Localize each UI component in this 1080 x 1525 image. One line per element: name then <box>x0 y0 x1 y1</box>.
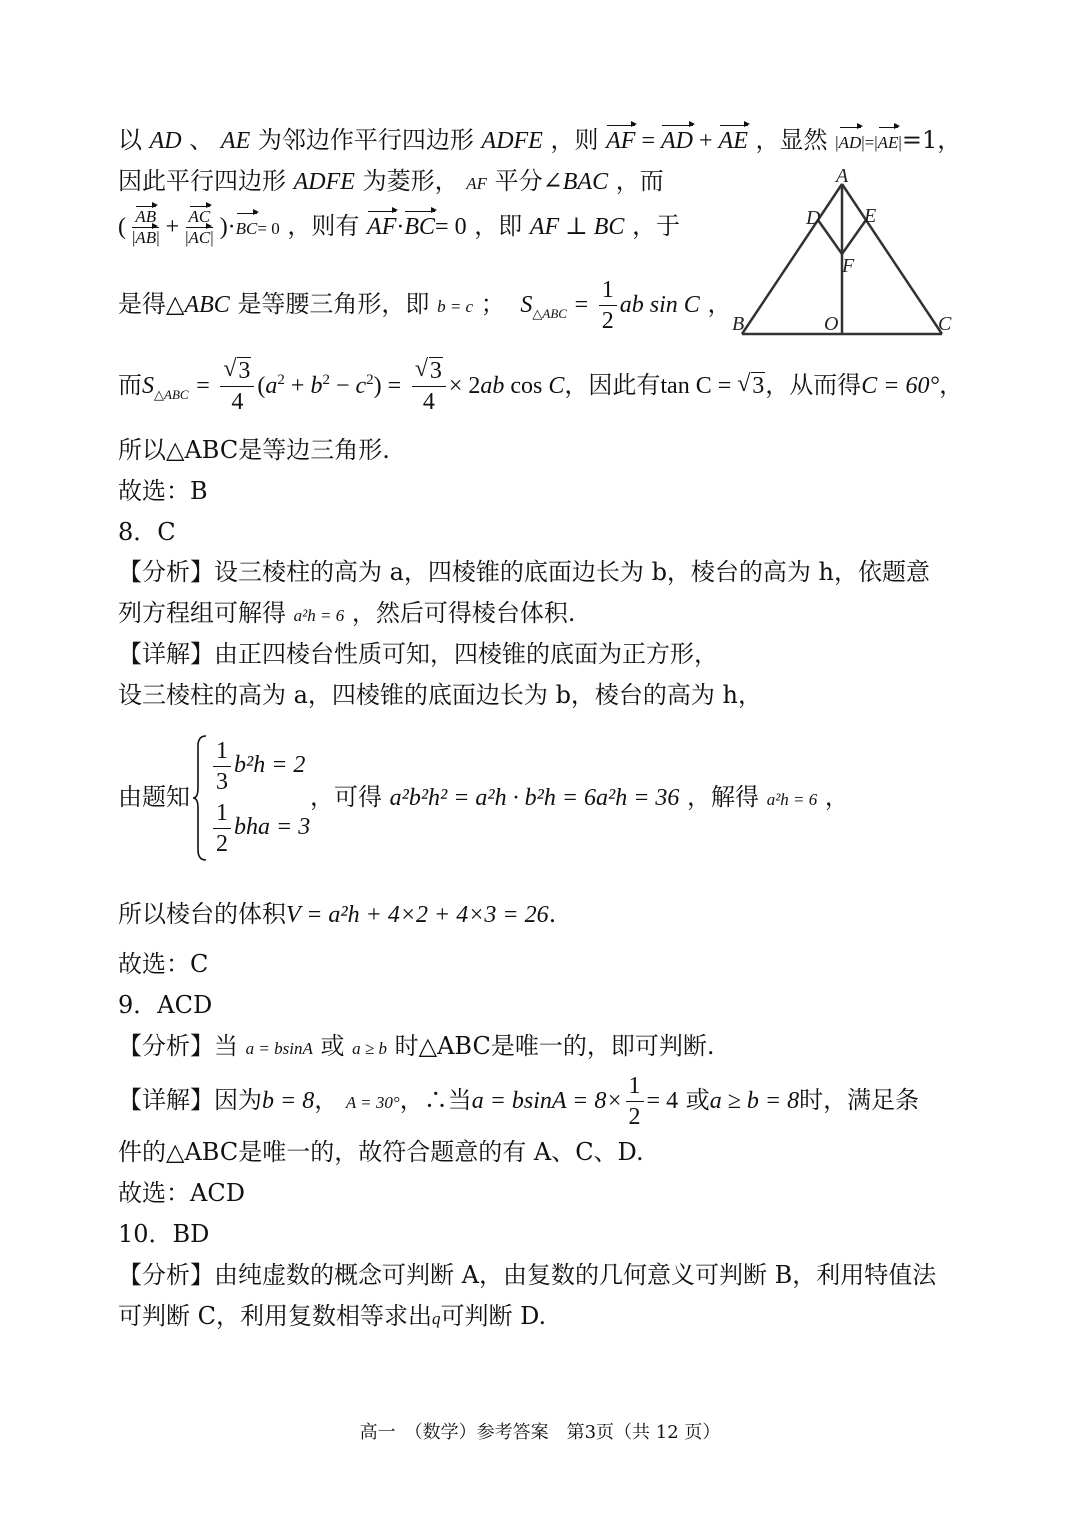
text: 可判断 C，利用复数相等求出 <box>118 1302 432 1330</box>
text: . <box>548 900 557 928</box>
math-tanC: tan C = <box>660 373 738 399</box>
math-volume: V = a²h + 4×2 + 4×3 = 26 <box>286 902 549 928</box>
math-absinC: ab sin C <box>619 292 700 318</box>
math-b-8: b = 8 <box>262 1088 315 1114</box>
text-line-13 <box>118 782 190 812</box>
text-line-10 <box>118 598 576 631</box>
text: ； <box>480 290 505 318</box>
math-q: q <box>432 1309 441 1328</box>
math-AE: AE <box>220 128 251 154</box>
answer-line-7: 故选：B <box>118 477 208 505</box>
math-eq2: bha = 3 <box>234 814 311 841</box>
text: ，从而得 <box>765 371 862 399</box>
label-O: O <box>824 313 839 335</box>
side-AC <box>842 184 942 334</box>
text: 【详解】因为 <box>118 1086 262 1114</box>
label-C: C <box>938 313 952 335</box>
math-AD: AD <box>149 128 182 154</box>
label-E: E <box>864 205 877 227</box>
text: ，然后可得棱台体积. <box>351 599 576 627</box>
math-S: S <box>520 292 533 318</box>
math-subscript: △ABC <box>532 305 567 321</box>
question-number-10: 10．BD <box>118 1220 210 1248</box>
math-subscript: △ABC <box>154 386 189 402</box>
text: ，则有 <box>287 212 360 240</box>
analysis-line-9 <box>118 1031 714 1064</box>
left-brace <box>192 734 208 862</box>
triangle-figure <box>728 162 958 342</box>
text: ，而 <box>615 167 664 195</box>
equation-1 <box>210 736 305 797</box>
math-expr-1: a = bsinA = 8× <box>471 1088 623 1114</box>
equation-2 <box>210 798 310 859</box>
label-A: A <box>836 165 849 187</box>
page-footer: 高一 （数学）参考答案 第3页（共 12 页） <box>359 1422 721 1443</box>
text-line-5: 而$S_{\triangle ABC}$ = √ 3 4 $(a^2 + b^2 - c^2)$ = √ 3 4 × 2ab cos C，因此有tan C = √ 3，从而得C = 60°， <box>118 352 963 418</box>
vector-BC: BC <box>404 214 436 240</box>
text: 由题知 <box>118 783 190 811</box>
vector-AD: AD <box>661 128 693 154</box>
math-AF: AF <box>466 174 488 193</box>
segment-EF <box>842 220 866 254</box>
text: 、 <box>189 126 214 154</box>
fraction-half: $\frac{1}{2}$ <box>599 275 617 336</box>
text: 以 <box>118 126 142 154</box>
vector-AF: AF <box>606 128 636 154</box>
text-line-23 <box>118 1301 546 1334</box>
text-line-19: 件的△ABC是唯一的，故符合题意的有 A、C、D. <box>118 1138 644 1166</box>
text-line-2 <box>118 166 664 199</box>
math-expr-3: a ≥ b = 8 <box>709 1088 800 1114</box>
text: ， <box>314 1086 339 1114</box>
text: = <box>574 292 589 318</box>
math-a2h-6: a²h = 6 <box>293 606 345 625</box>
math-ADFE: ADFE <box>481 128 543 154</box>
math-AF-perp-BC: AF ⊥ BC <box>529 214 625 240</box>
text: 时△ABC是唯一的，即可判断. <box>394 1032 715 1060</box>
text: 是得△ <box>118 290 185 318</box>
math-condition-1: a = bsinA <box>245 1039 313 1058</box>
text: ，解得 <box>687 783 760 811</box>
math-b-eq-c: b = c <box>437 297 474 316</box>
math-sqrt3: √ 3 <box>737 371 765 399</box>
text: = 0 <box>435 214 467 240</box>
fraction-unit-AC: $\frac{AC}{|AC|}$ <box>185 207 214 247</box>
math-condition-2: a ≥ b <box>352 1039 387 1058</box>
text: ，则 <box>550 126 599 154</box>
math-eq1: b²h = 2 <box>234 752 306 779</box>
fraction-sqrt3-over-4: √ 3 4 <box>220 356 254 417</box>
answer-line-9: 故选：ACD <box>118 1179 245 1207</box>
question-number-8: 8．C <box>118 518 176 546</box>
math-C-60: C = 60° <box>861 373 940 399</box>
fraction-sqrt3-over-4: √ 3 4 <box>412 356 446 417</box>
text-line-3: ( $\frac{AB}{|AB|}$ + $\frac{AC}{|AC|}$ )·BC= 0 ，则有 AF·BC= 0 ，即 AF ⊥ BC ，于 <box>118 207 681 247</box>
text: ， <box>939 371 964 399</box>
text-line-12: 设三棱柱的高为 a，四棱锥的底面边长为 b，棱台的高为 h， <box>118 681 763 709</box>
text: 是等腰三角形，即 <box>237 290 430 318</box>
segment-DF <box>818 220 842 254</box>
text: 可判断 D. <box>440 1302 547 1330</box>
text: 或 <box>685 1086 710 1114</box>
text-line-1: 以 AD 、 AE 为邻边作平行四边形 ADFE ，则 AF = AD + AE ，显然 |AD|=|AE|=1， <box>118 125 961 158</box>
fraction-half: $\frac{1}{2}$ <box>213 798 231 859</box>
text-line-14 <box>118 899 556 930</box>
math-A-30: A = 30° <box>345 1093 400 1112</box>
vector-AE: AE <box>718 128 748 154</box>
math-ADFE: ADFE <box>293 169 355 195</box>
vector-AD-abs: AD <box>839 128 862 158</box>
math-ABC: ABC <box>184 292 230 318</box>
question-number-9: 9．ACD <box>118 991 213 1019</box>
text: 或 <box>320 1032 345 1060</box>
analysis-line-8: 【分析】设三棱柱的高为 a，四棱锥的底面边长为 b，棱台的高为 h，依题意 <box>118 558 931 586</box>
text: ，∴当 <box>399 1086 472 1114</box>
detail-line-8: 【详解】由正四棱台性质可知，四棱锥的底面为正方形， <box>118 640 718 668</box>
text: 所以棱台的体积 <box>118 900 286 928</box>
vector-AF: AF <box>367 214 397 240</box>
text: 平分∠ <box>494 167 563 195</box>
text: 为邻边作平行四边形 <box>257 126 474 154</box>
label-B: B <box>732 313 745 335</box>
math-expr-2: = 4 <box>646 1088 679 1114</box>
text: 因此有 <box>588 371 661 399</box>
side-AB <box>742 184 842 334</box>
text: ， <box>824 783 849 811</box>
text: 为菱形， <box>362 167 459 195</box>
analysis-line-10: 【分析】由纯虚数的概念可判断 A，由复数的几何意义可判断 B，利用特值法 <box>118 1261 937 1289</box>
text: = 0 <box>257 219 280 238</box>
label-F: F <box>842 255 855 277</box>
text-line-13-cont <box>310 782 849 815</box>
answer-line-8: 故选：C <box>118 950 209 978</box>
text-line-6: 所以△ABC是等边三角形. <box>118 436 390 464</box>
text: ，即 <box>474 212 523 240</box>
vector-AE-abs: AE <box>878 128 899 158</box>
text: 而 <box>118 371 142 399</box>
text: 因此平行四边形 <box>118 167 286 195</box>
label-D: D <box>806 207 821 229</box>
text: ， <box>707 290 732 318</box>
text-line-4 <box>118 275 731 336</box>
text: 时，满足条 <box>799 1086 920 1114</box>
text: ，可得 <box>310 783 382 811</box>
math-a2h-6: a²h = 6 <box>766 790 818 809</box>
vector-BC: BC <box>236 214 258 244</box>
text: ，于 <box>632 212 681 240</box>
detail-line-9 <box>118 1070 919 1130</box>
math-product: a²b²h² = a²h · b²h = 6a²h = 36 <box>389 785 680 811</box>
fraction-unit-AB: $\frac{AB}{|AB|}$ <box>132 207 160 247</box>
text: =1， <box>901 126 962 154</box>
math-BAC: BAC <box>562 169 609 195</box>
text: 列方程组可解得 <box>118 599 286 627</box>
fraction-third: $\frac{1}{3}$ <box>213 736 231 797</box>
math-S: S <box>142 373 154 399</box>
text: 【分析】当 <box>118 1032 238 1060</box>
text: ，显然 <box>755 126 828 154</box>
fraction-half: $\frac{1}{2}$ <box>626 1071 644 1132</box>
